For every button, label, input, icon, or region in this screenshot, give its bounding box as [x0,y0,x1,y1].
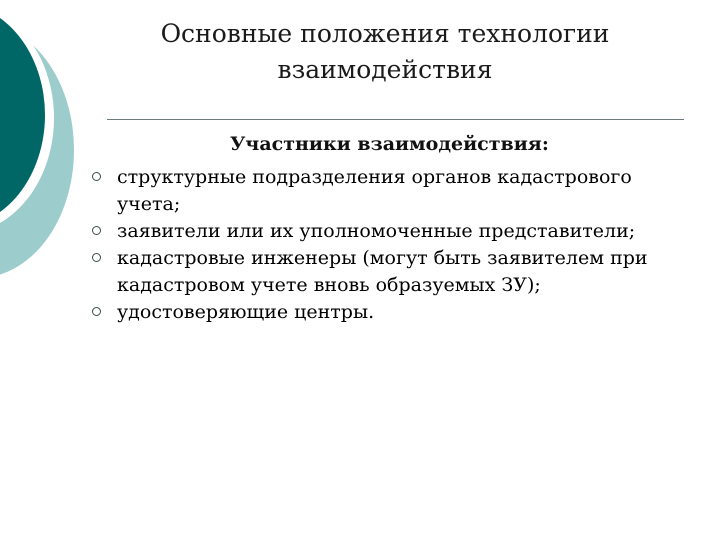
list-item [82,164,682,218]
decorative-circles [0,0,80,300]
list-item [82,218,682,245]
list-item-text: удостоверяющие центры. [117,301,375,323]
title-line: Основные положения технологии [160,19,610,48]
list-item [82,245,682,299]
section-subheading: Участники взаимодействия: [230,133,549,155]
list-item-text: структурные подразделения органов кадастрового учета; [117,166,632,215]
hollow-circle-bullet-icon [92,172,101,181]
title-divider [107,119,684,120]
hollow-circle-bullet-icon [92,253,101,262]
list-item [82,299,682,326]
hollow-circle-bullet-icon [92,307,101,316]
list-item-text: заявители или их уполномоченные представители; [117,220,636,242]
slide-title [90,16,680,88]
title-line: взаимодействия [277,55,493,84]
hollow-circle-bullet-icon [92,226,101,235]
list-item-text: кадастровые инженеры (могут быть заявителем при кадастровом учете вновь образуемых ЗУ); [117,247,648,296]
bullet-list [82,164,682,326]
